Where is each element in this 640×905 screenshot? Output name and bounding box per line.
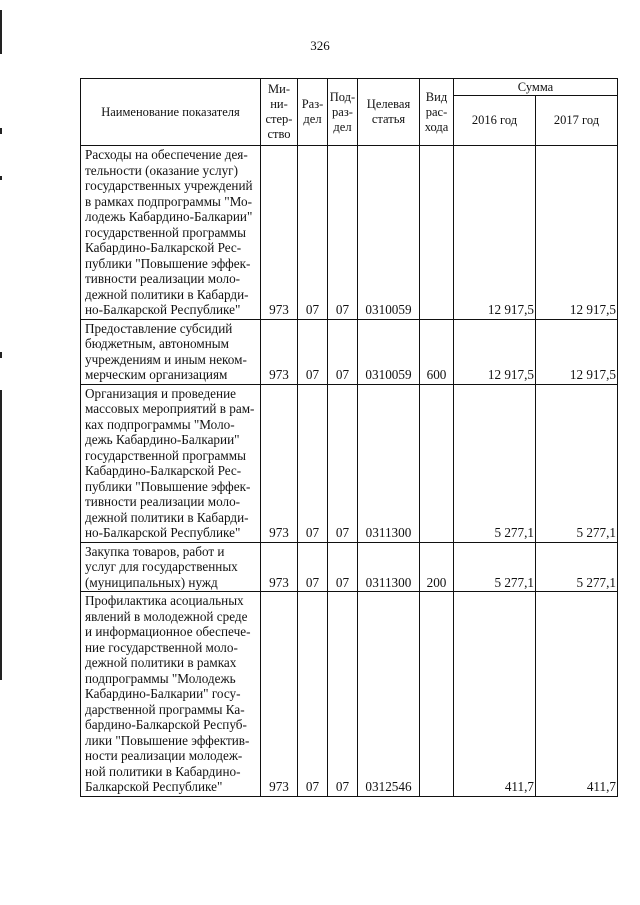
subsection-code: 07 <box>328 592 358 797</box>
section-code: 07 <box>298 319 328 384</box>
scan-mark <box>0 390 2 680</box>
target-article: 0310059 <box>358 319 420 384</box>
expense-type: 600 <box>420 319 454 384</box>
expense-type: 200 <box>420 542 454 592</box>
table-row <box>81 592 618 797</box>
table-row <box>81 542 618 592</box>
table-body <box>81 146 618 797</box>
sum-2017: 12 917,5 <box>536 146 618 320</box>
ministry-code: 973 <box>261 319 298 384</box>
sum-2017: 5 277,1 <box>536 384 618 542</box>
subsection-code: 07 <box>328 542 358 592</box>
scan-mark <box>0 176 2 180</box>
sum-2016: 411,7 <box>454 592 536 797</box>
header-target: Целевая статья <box>358 79 420 146</box>
row-name: Предоставление субсидий бюджетным, автономным учреждениям и иным неком- мерческим организациям <box>81 319 261 384</box>
scan-mark <box>0 128 2 134</box>
header-section: Раз- дел <box>298 79 328 146</box>
table-row <box>81 384 618 542</box>
subsection-code: 07 <box>328 146 358 320</box>
target-article: 0310059 <box>358 146 420 320</box>
subsection-code: 07 <box>328 319 358 384</box>
ministry-code: 973 <box>261 592 298 797</box>
target-article: 0311300 <box>358 384 420 542</box>
table-row <box>81 146 618 320</box>
sum-2016: 5 277,1 <box>454 384 536 542</box>
sum-2016: 12 917,5 <box>454 146 536 320</box>
row-name: Профилактика асоциальных явлений в молодежной среде и информационное обеспече- ние государственной моло- дежной политики в рамках подпрограммы "Молодежь Кабардино-Балкарии" госу- дарственной программы Ка- бардино-Балкарской Респуб- лики "Повышение эффектив- ности реализации молодеж- ной политики в Кабардино- Балкарской Республике" <box>81 592 261 797</box>
section-code: 07 <box>298 542 328 592</box>
section-code: 07 <box>298 146 328 320</box>
header-name: Наименование показателя <box>81 79 261 146</box>
row-name: Организация и проведение массовых мероприятий в рам- ках подпрограммы "Моло- дежь Кабардино-Балкарии" государственной программы Кабардино-Балкарской Рес- публики "Повышение эффек- тивности реализации моло- дежной политики в Кабарди- но-Балкарской Республике" <box>81 384 261 542</box>
ministry-code: 973 <box>261 384 298 542</box>
expense-type <box>420 384 454 542</box>
ministry-code: 973 <box>261 146 298 320</box>
sum-2016: 12 917,5 <box>454 319 536 384</box>
sum-2016: 5 277,1 <box>454 542 536 592</box>
header-subsection: Под- раз- дел <box>328 79 358 146</box>
header-ministry: Ми- ни- стер- ство <box>261 79 298 146</box>
sum-2017: 12 917,5 <box>536 319 618 384</box>
section-code: 07 <box>298 592 328 797</box>
ministry-code: 973 <box>261 542 298 592</box>
target-article: 0312546 <box>358 592 420 797</box>
expense-type <box>420 146 454 320</box>
budget-table <box>80 78 618 797</box>
target-article: 0311300 <box>358 542 420 592</box>
header-year-2017: 2017 год <box>536 96 618 146</box>
subsection-code: 07 <box>328 384 358 542</box>
row-name: Закупка товаров, работ и услуг для государственных (муниципальных) нужд <box>81 542 261 592</box>
table-row <box>81 319 618 384</box>
page-number: 326 <box>310 38 330 53</box>
row-name: Расходы на обеспечение дея- тельности (оказание услуг) государственных учреждений в рамках подпрограммы "Мо- лодежь Кабардино-Балкарии" государственной программы Кабардино-Балкарской Рес- публики "Повышение эффек- тивности реализации моло- дежной политики в Кабарди- но-Балкарской Республике" <box>81 146 261 320</box>
scan-mark <box>0 352 2 358</box>
header-sum: Сумма <box>454 79 618 96</box>
expense-type <box>420 592 454 797</box>
header-year-2016: 2016 год <box>454 96 536 146</box>
sum-2017: 411,7 <box>536 592 618 797</box>
header-expense-type: Вид рас- хода <box>420 79 454 146</box>
sum-2017: 5 277,1 <box>536 542 618 592</box>
section-code: 07 <box>298 384 328 542</box>
